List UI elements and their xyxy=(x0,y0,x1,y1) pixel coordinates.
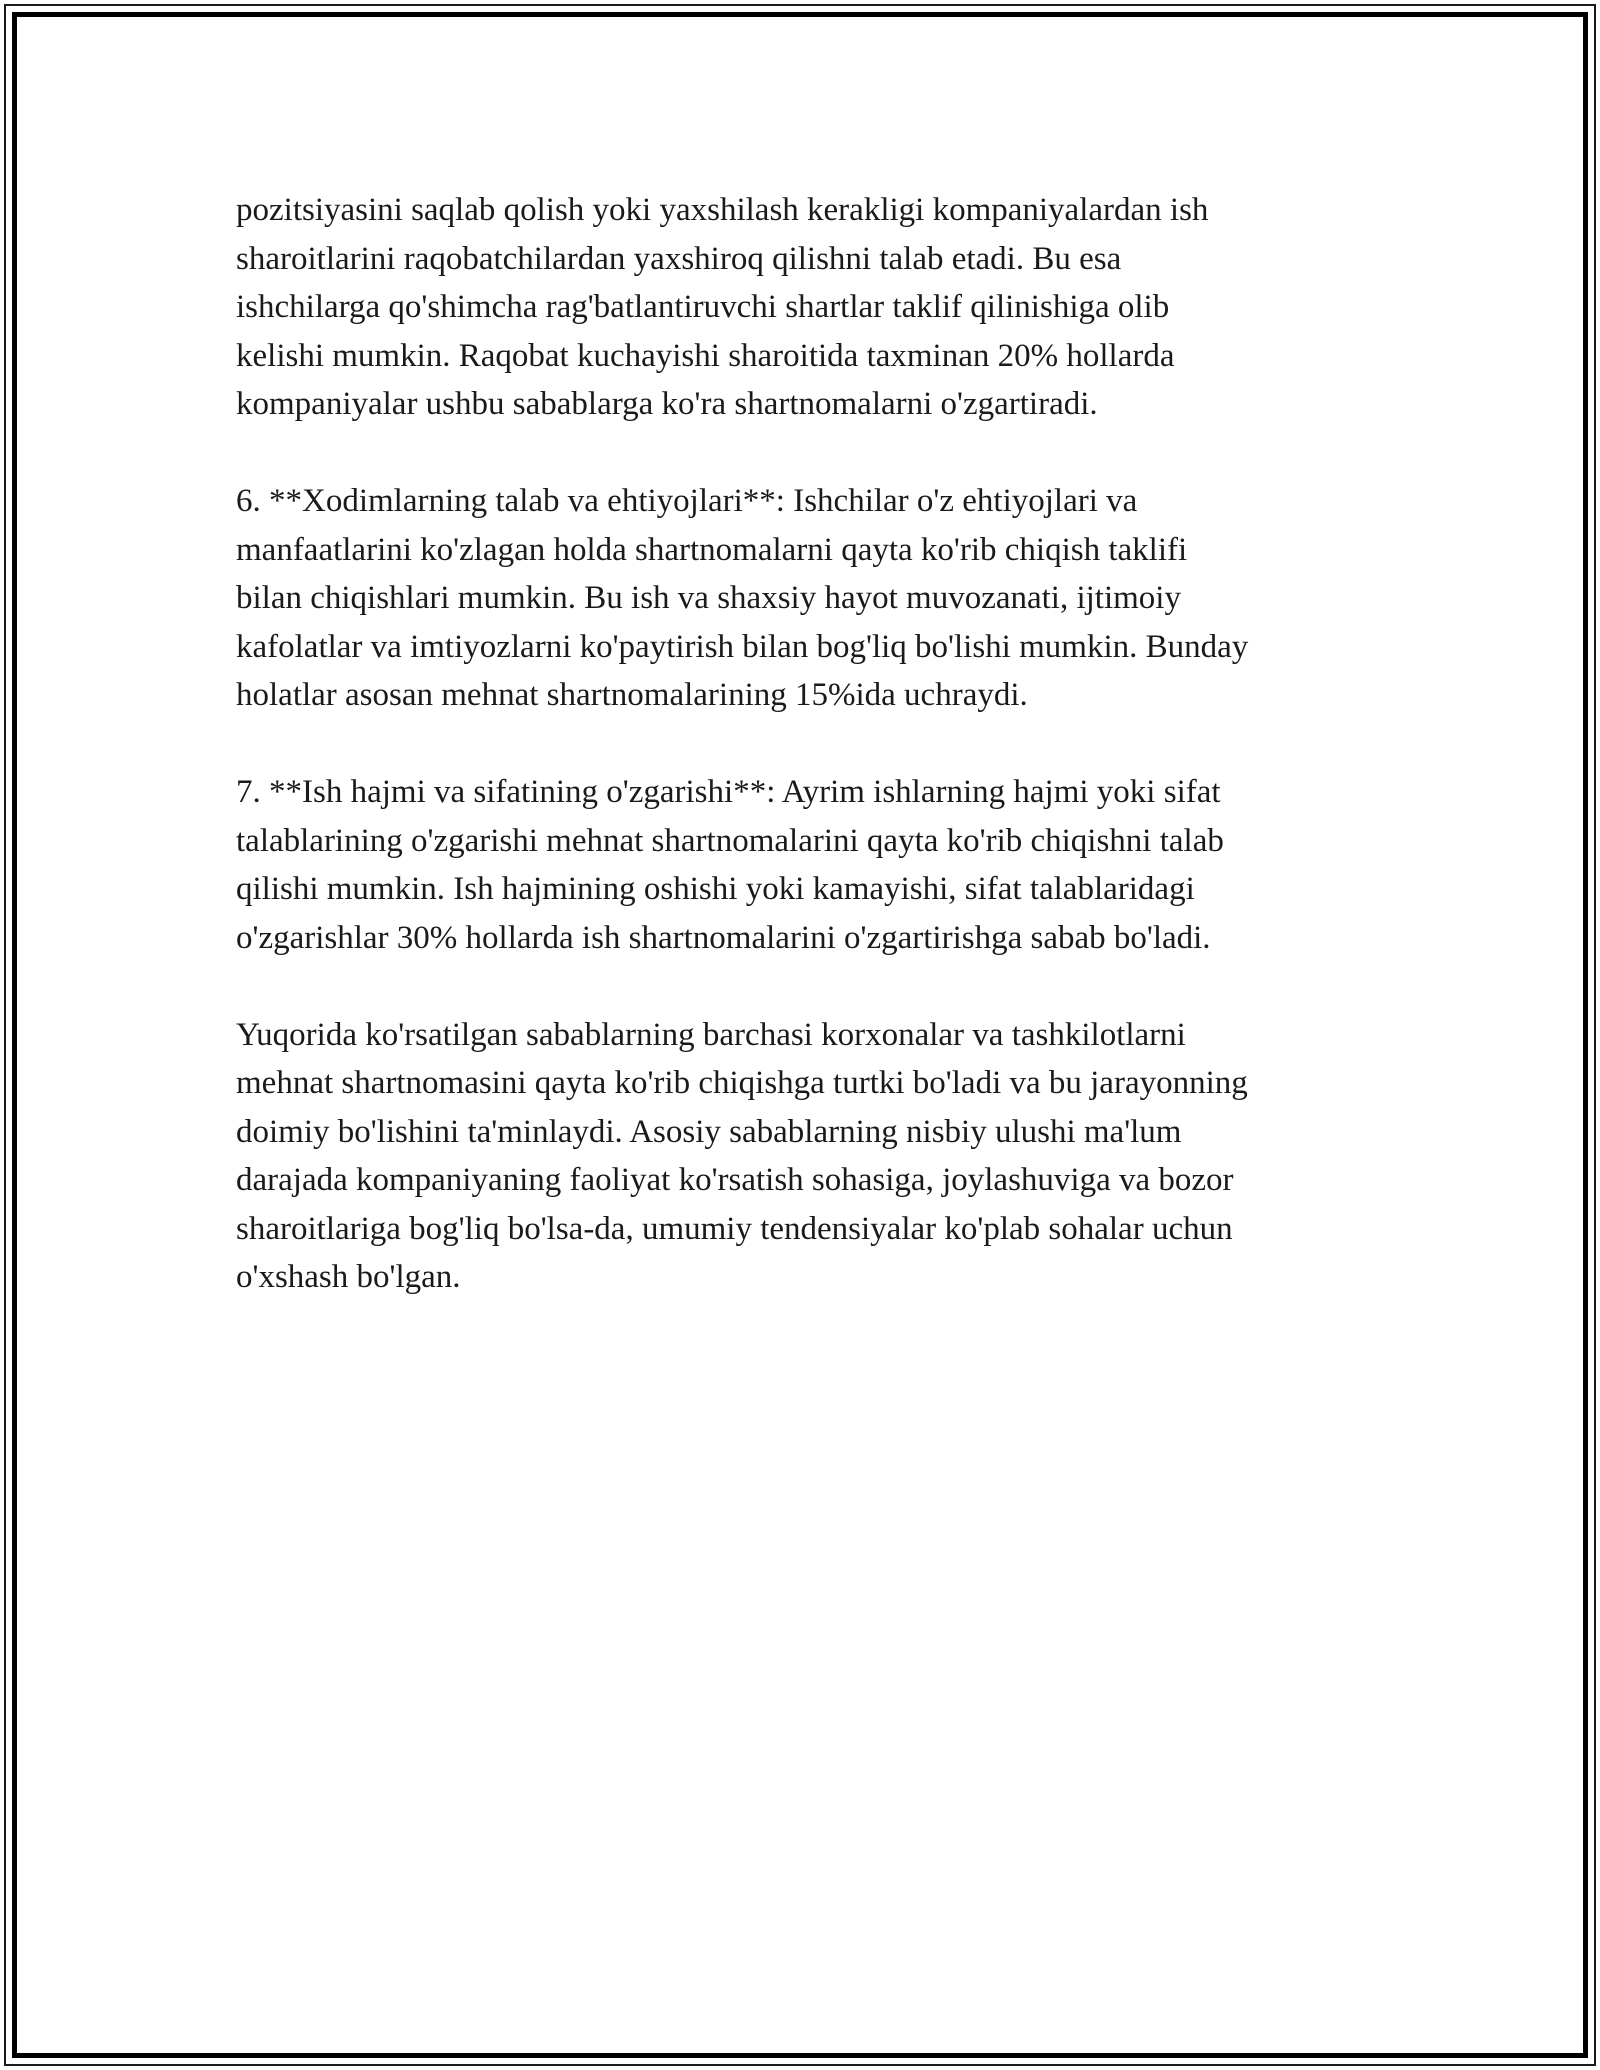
document-body xyxy=(236,186,1386,1350)
text-line: kompaniyalar ushbu sabablarga ko'ra shartnomalarni o'zgartiradi. xyxy=(236,386,1098,422)
text-line: talablarining o'zgarishi mehnat shartnomalarini qayta ko'rib chiqishni talab xyxy=(236,822,1224,859)
text-line: sharoitlariga bog'liq bo'lsa-da, umumiy tendensiyalar ko'plab sohalar uchun xyxy=(236,1210,1233,1247)
text-line: darajada kompaniyaning faoliyat ko'rsatish sohasiga, joylashuviga va bozor xyxy=(236,1162,1234,1198)
text-line: sharoitlarini raqobatchilardan yaxshiroq qilishni talab etadi. Bu esa xyxy=(236,240,1122,277)
text-line: pozitsiyasini saqlab qolish yoki yaxshilash kerakligi kompaniyalardan ish xyxy=(236,192,1209,228)
text-line: 6. **Xodimlarning talab va ehtiyojlari**: Ishchilar o'z ehtiyojlari va xyxy=(236,483,1138,519)
text-line: holatlar asosan mehnat shartnomalarining 15%ida uchraydi. xyxy=(236,677,1028,713)
text-line: manfaatlarini ko'zlagan holda shartnomalarni qayta ko'rib chiqish taklifi xyxy=(236,531,1188,568)
text-line: bilan chiqishlari mumkin. Bu ish va shaxsiy hayot muvozanati, ijtimoiy xyxy=(236,580,1181,616)
text-line: Yuqorida ko'rsatilgan sabablarning barchasi korxonalar va tashkilotlarni xyxy=(236,1016,1186,1053)
text-line: kafolatlar va imtiyozlarni ko'paytirish bilan bog'liq bo'lishi mumkin. Bunday xyxy=(236,628,1249,665)
paragraph-item-7 xyxy=(236,768,1386,962)
text-line: 7. **Ish hajmi va sifatining o'zgarishi**: Ayrim ishlarning hajmi yoki sifat xyxy=(236,774,1221,810)
text-line: qilishi mumkin. Ish hajmining oshishi yoki kamayishi, sifat talablaridagi xyxy=(236,871,1195,907)
paragraph-item-6 xyxy=(236,477,1386,720)
text-line: mehnat shartnomasini qayta ko'rib chiqishga turtki bo'ladi va bu jarayonning xyxy=(236,1065,1248,1101)
text-line: kelishi mumkin. Raqobat kuchayishi sharoitida taxminan 20% hollarda xyxy=(236,337,1175,374)
paragraph-competition xyxy=(236,186,1386,429)
text-line: o'xshash bo'lgan. xyxy=(236,1259,461,1295)
text-line: ishchilarga qo'shimcha rag'batlantiruvchi shartlar taklif qilinishiga olib xyxy=(236,289,1170,325)
text-line: doimiy bo'lishini ta'minlaydi. Asosiy sabablarning nisbiy ulushi ma'lum xyxy=(236,1113,1182,1150)
paragraph-summary xyxy=(236,1011,1386,1302)
text-line: o'zgarishlar 30% hollarda ish shartnomalarini o'zgartirishga sabab bo'ladi. xyxy=(236,919,1211,956)
